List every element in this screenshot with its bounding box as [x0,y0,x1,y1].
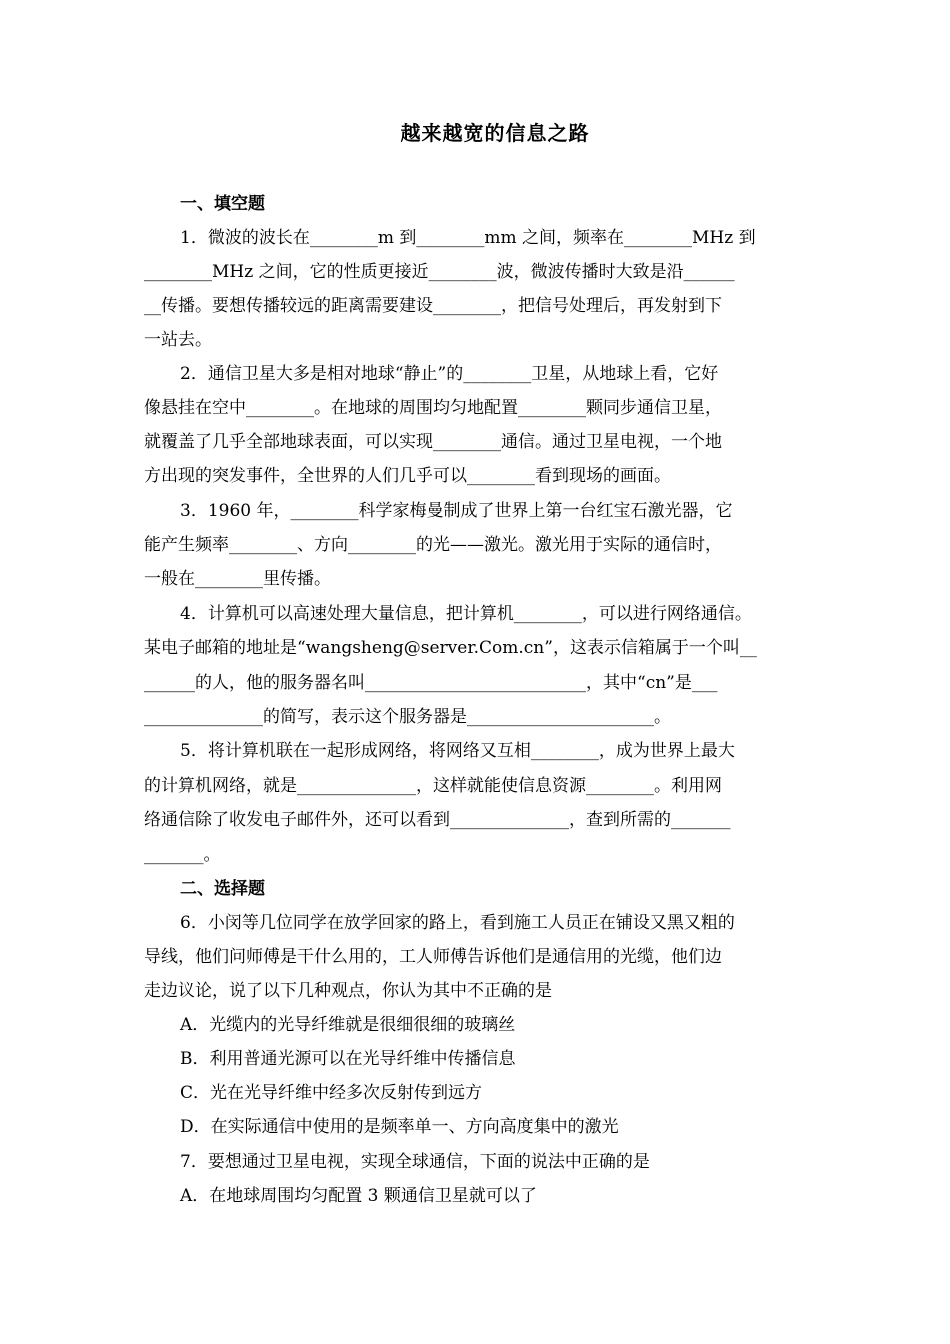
question-5-line: 络通信除了收发电子邮件外，还可以看到______________，查到所需的_______ [144,810,731,830]
question-1-line: __传播。要想传播较远的距离需要建设________，把信号处理后，再发射到下 [144,296,722,316]
section-heading-fill-blank: 一、填空题 [180,194,265,214]
question-2-line: 就覆盖了几乎全部地球表面，可以实现________通信。通过卫星电视，一个地 [144,432,722,452]
question-4-line: 4．计算机可以高速处理大量信息，把计算机________，可以进行网络通信。 [180,604,752,624]
question-6-line: 导线，他们问师傅是干什么用的，工人师傅告诉他们是通信用的光缆，他们边 [144,947,722,967]
section-heading-multiple-choice: 二、选择题 [180,879,265,899]
question-4-line: ______________的简写，表示这个服务器是______________________。 [144,707,671,727]
question-2-line: 方出现的突发事件，全世界的人们几乎可以________看到现场的画面。 [144,466,671,486]
question-3-line: 一般在________里传播。 [144,569,331,589]
question-5-line: 5．将计算机联在一起形成网络，将网络又互相________，成为世界上最大 [180,741,735,761]
question-3-line: 能产生频率________、方向________的光——激光。激光用于实际的通信时， [144,535,722,555]
question-1-line: ________MHz 之间，它的性质更接近________波，微波传播时大致是沿______ [144,262,735,282]
question-6-option-d: D．在实际通信中使用的是频率单一、方向高度集中的激光 [180,1117,619,1137]
question-1-line: 1．微波的波长在________m 到________mm 之间，频率在________MHz 到 [180,228,756,248]
question-6-line: 6．小闵等几位同学在放学回家的路上，看到施工人员正在铺设又黑又粗的 [180,913,735,933]
question-5-line: _______。 [144,845,221,865]
question-4-line: ______的人，他的服务器名叫__________________________，其中“cn”是___ [144,673,718,693]
question-2-line: 像悬挂在空中________。在地球的周围均匀地配置________颗同步通信卫星， [144,398,722,418]
question-6-line: 走边议论，说了以下几种观点，你认为其中不正确的是 [144,981,552,1001]
question-1-line: 一站去。 [144,330,212,350]
question-3-line: 3．1960 年，________科学家梅曼制成了世界上第一台红宝石激光器，它 [180,501,733,521]
question-6-option-a: A．光缆内的光导纤维就是很细很细的玻璃丝 [180,1015,516,1035]
question-2-line: 2．通信卫星大多是相对地球“静止”的________卫星，从地球上看，它好 [180,364,719,384]
question-7-option-a: A．在地球周围均匀配置 3 颗通信卫星就可以了 [180,1186,537,1206]
question-7-line: 7．要想通过卫星电视，实现全球通信，下面的说法中正确的是 [180,1152,650,1172]
question-4-line: 某电子邮箱的地址是“wangsheng@server.Com.cn”，这表示信箱属于一个叫__ [144,638,757,658]
question-6-option-b: B．利用普通光源可以在光导纤维中传播信息 [180,1049,516,1069]
question-5-line: 的计算机网络，就是______________，这样就能使信息资源________。利用网 [144,776,722,796]
document-title: 越来越宽的信息之路 [400,121,590,145]
question-6-option-c: C．光在光导纤维中经多次反射传到远方 [180,1083,483,1103]
